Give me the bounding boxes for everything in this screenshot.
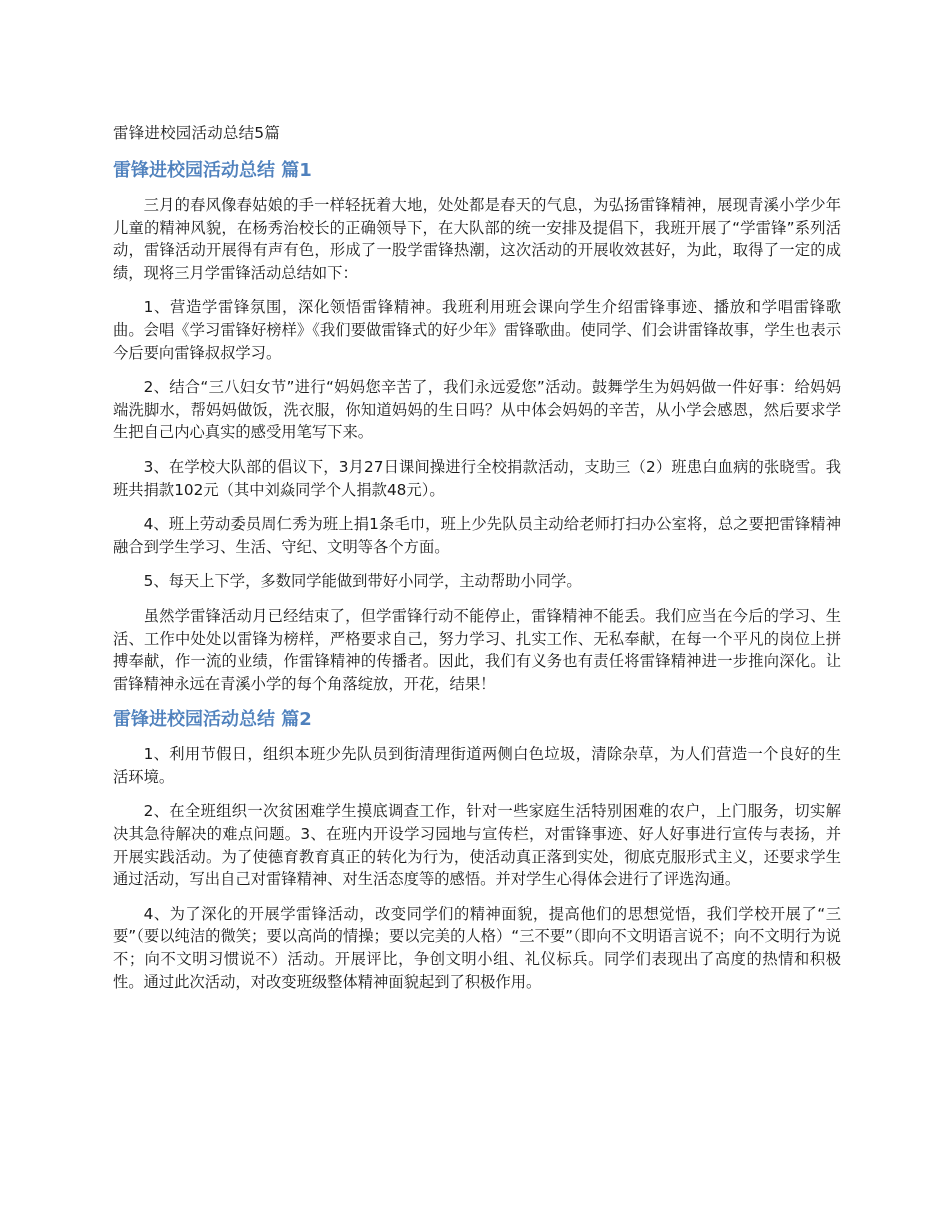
body-paragraph: 2、在全班组织一次贫困难学生摸底调查工作，针对一些家庭生活特别困难的农户，上门服务，切实解决其急待解决的难点问题。3、在班内开设学习园地与宣传栏，对雷锋事迹、好人好事进行宣传与表扬，并开展实践活动。为了使德育教育真正的转化为行为，使活动真正落到实处，彻底克服形式主义，还要求学生通过活动，写出自己对雷锋精神、对生活态度等的感悟。并对学生心得体会进行了评选沟通。: [113, 802, 841, 889]
body-paragraph: 5、每天上下学，多数同学能做到带好小同学，主动帮助小同学。: [143, 572, 582, 591]
section-heading: 雷锋进校园活动总结 篇1: [113, 160, 312, 181]
document-body: [113, 158, 841, 993]
document-title: 雷锋进校园活动总结5篇: [113, 124, 281, 142]
body-paragraph: 4、班上劳动委员周仁秀为班上捐1条毛巾，班上少先队员主动给老师打扫办公室将，总之要把雷锋精神融合到学生学习、生活、守纪、文明等各个方面。: [113, 515, 841, 556]
body-paragraph: 2、结合“三八妇女节”进行“妈妈您辛苦了，我们永远爱您”活动。鼓舞学生为妈妈做一件好事：给妈妈端洗脚水，帮妈妈做饭，洗衣服，你知道妈妈的生日吗？从中体会妈妈的辛苦，从小学会感恩，然后要求学生把自己内心真实的感受用笔写下来。: [113, 378, 841, 442]
document-page: [113, 122, 841, 1005]
body-paragraph: 三月的春风像春姑娘的手一样轻抚着大地，处处都是春天的气息，为弘扬雷锋精神，展现青溪小学少年儿童的精神风貌，在杨秀治校长的正确领导下，在大队部的统一安排及提倡下，我班开展了“学雷锋”系列活动，雷锋活动开展得有声有色，形成了一股学雷锋热潮，这次活动的开展收效甚好，为此，取得了一定的成绩，现将三月学雷锋活动总结如下：: [113, 196, 841, 282]
section-heading: 雷锋进校园活动总结 篇2: [113, 709, 312, 731]
body-paragraph: 4、为了深化的开展学雷锋活动，改变同学们的精神面貌，提高他们的思想觉悟，我们学校开展了“三要”（要以纯洁的微笑；要以高尚的情操；要以完美的人格）“三不要”（即向不文明语言说不；向不文明行为说不；向不文明习惯说不）活动。开展评比，争创文明小组、礼仪标兵。同学们表现出了高度的热情和积极性。通过此次活动，对改变班级整体精神面貌起到了积极作用。: [113, 904, 841, 991]
body-paragraph: 1、利用节假日，组织本班少先队员到街清理街道两侧白色垃圾，清除杂草，为人们营造一个良好的生活环境。: [113, 745, 841, 786]
document-section: [113, 707, 841, 993]
body-paragraph: 虽然学雷锋活动月已经结束了，但学雷锋行动不能停止，雷锋精神不能丢。我们应当在今后的学习、生活、工作中处处以雷锋为榜样，严格要求自己，努力学习、扎实工作、无私奉献，在每一个平凡的岗位上拼搏奉献，作一流的业绩，作雷锋精神的传播者。因此，我们有义务也有责任将雷锋精神进一步推向深化。让雷锋精神永远在青溪小学的每个角落绽放，开花，结果！: [113, 606, 841, 693]
body-paragraph: 3、在学校大队部的倡议下，3月27日课间操进行全校捐款活动，支助三（2）班患白血病的张晓雪。我班共捐款102元（其中刘焱同学个人捐款48元）。: [113, 457, 841, 499]
body-paragraph: 1、营造学雷锋氛围，深化领悟雷锋精神。我班利用班会课向学生介绍雷锋事迹、播放和学唱雷锋歌曲。会唱《学习雷锋好榜样》《我们要做雷锋式的好少年》雷锋歌曲。使同学、们会讲雷锋故事，学生也表示今后要向雷锋叔叔学习。: [113, 298, 841, 362]
document-section: [113, 158, 841, 695]
